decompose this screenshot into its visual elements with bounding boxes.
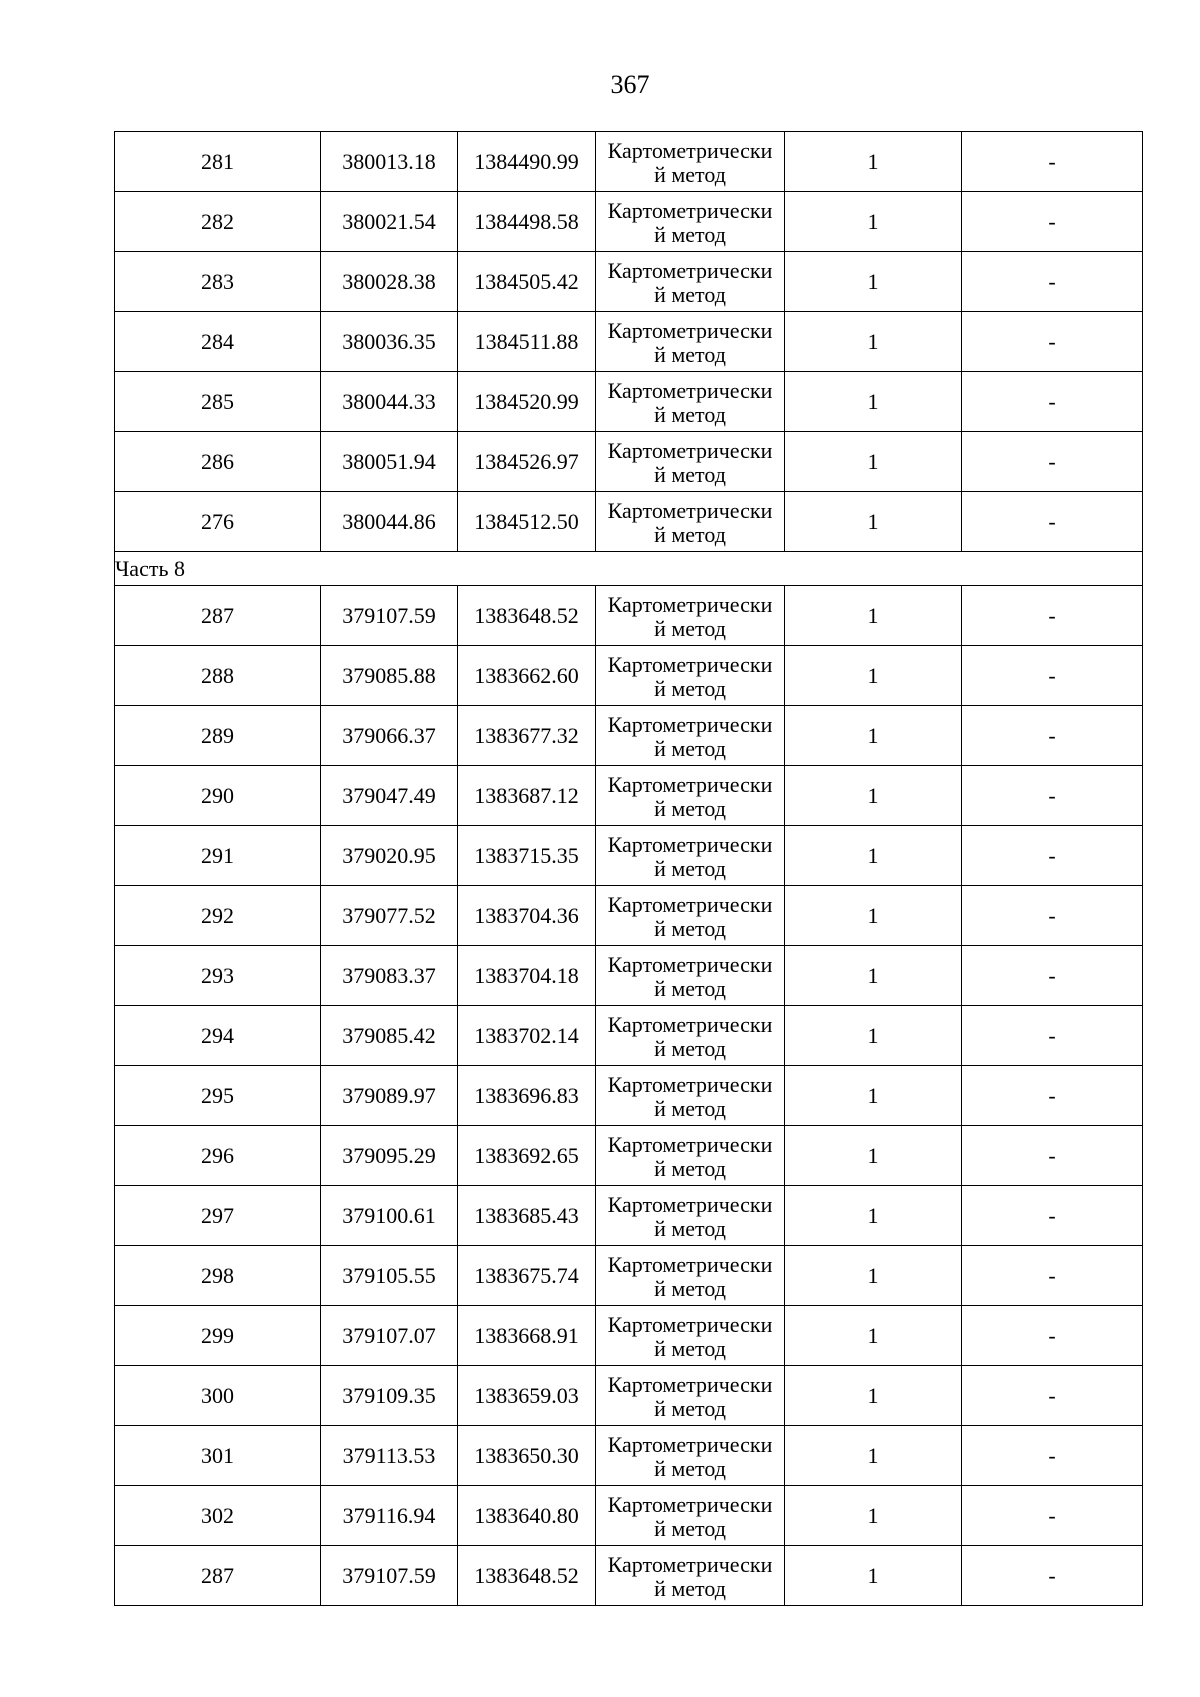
y-coordinate-cell: 1383715.35 — [458, 826, 596, 886]
method-label-line1: Картометрически — [607, 1311, 773, 1337]
table-row — [115, 1486, 1143, 1546]
method-label-line2: й метод — [654, 975, 726, 1001]
note-cell: - — [962, 1126, 1143, 1186]
accuracy-cell: 1 — [785, 1246, 962, 1306]
method-label-line2: й метод — [654, 795, 726, 821]
y-coordinate-cell: 1383640.80 — [458, 1486, 596, 1546]
x-coordinate-cell: 379107.59 — [321, 586, 458, 646]
note-cell: - — [962, 192, 1143, 252]
method-label-line1: Картометрически — [607, 651, 773, 677]
method-label-line1: Картометрически — [607, 1371, 773, 1397]
accuracy-cell: 1 — [785, 946, 962, 1006]
method-label-line2: й метод — [654, 675, 726, 701]
method-label-line1: Картометрически — [607, 497, 773, 523]
y-coordinate-cell: 1383704.36 — [458, 886, 596, 946]
y-coordinate-cell: 1383704.18 — [458, 946, 596, 1006]
method-label-line2: й метод — [654, 1155, 726, 1181]
method-label-line2: й метод — [654, 221, 726, 247]
method-label-line1: Картометрически — [607, 951, 773, 977]
note-cell: - — [962, 1246, 1143, 1306]
table-row — [115, 886, 1143, 946]
accuracy-cell: 1 — [785, 132, 962, 192]
y-coordinate-cell: 1383648.52 — [458, 1546, 596, 1606]
note-cell: - — [962, 1066, 1143, 1126]
accuracy-cell: 1 — [785, 1066, 962, 1126]
method-cell — [596, 1426, 785, 1486]
accuracy-cell: 1 — [785, 492, 962, 552]
table-row — [115, 432, 1143, 492]
method-label-line1: Картометрически — [607, 137, 773, 163]
method-label-line1: Картометрически — [607, 317, 773, 343]
method-cell — [596, 1246, 785, 1306]
method-cell — [596, 646, 785, 706]
table-row — [115, 492, 1143, 552]
y-coordinate-cell: 1383702.14 — [458, 1006, 596, 1066]
method-label-line2: й метод — [654, 1575, 726, 1601]
method-label-line1: Картометрически — [607, 1011, 773, 1037]
accuracy-cell: 1 — [785, 1306, 962, 1366]
note-cell: - — [962, 1006, 1143, 1066]
accuracy-cell: 1 — [785, 766, 962, 826]
accuracy-cell: 1 — [785, 1186, 962, 1246]
method-label-line2: й метод — [654, 1335, 726, 1361]
method-label-line2: й метод — [654, 341, 726, 367]
note-cell: - — [962, 646, 1143, 706]
method-label-line2: й метод — [654, 1455, 726, 1481]
note-cell: - — [962, 946, 1143, 1006]
table-row — [115, 372, 1143, 432]
point-number-cell: 302 — [115, 1486, 321, 1546]
table-row — [115, 1246, 1143, 1306]
y-coordinate-cell: 1384512.50 — [458, 492, 596, 552]
y-coordinate-cell: 1383648.52 — [458, 586, 596, 646]
y-coordinate-cell: 1383696.83 — [458, 1066, 596, 1126]
x-coordinate-cell: 379083.37 — [321, 946, 458, 1006]
method-label-line1: Картометрически — [607, 771, 773, 797]
method-cell — [596, 886, 785, 946]
y-coordinate-cell: 1384498.58 — [458, 192, 596, 252]
point-number-cell: 286 — [115, 432, 321, 492]
x-coordinate-cell: 379109.35 — [321, 1366, 458, 1426]
method-label-line1: Картометрически — [607, 1131, 773, 1157]
accuracy-cell: 1 — [785, 432, 962, 492]
accuracy-cell: 1 — [785, 192, 962, 252]
y-coordinate-cell: 1383685.43 — [458, 1186, 596, 1246]
method-label-line1: Картометрически — [607, 1191, 773, 1217]
x-coordinate-cell: 379066.37 — [321, 706, 458, 766]
method-label-line2: й метод — [654, 281, 726, 307]
point-number-cell: 281 — [115, 132, 321, 192]
method-label-line2: й метод — [654, 1215, 726, 1241]
table-row — [115, 1306, 1143, 1366]
y-coordinate-cell: 1384490.99 — [458, 132, 596, 192]
method-cell — [596, 586, 785, 646]
y-coordinate-cell: 1383692.65 — [458, 1126, 596, 1186]
y-coordinate-cell: 1383687.12 — [458, 766, 596, 826]
y-coordinate-cell: 1384520.99 — [458, 372, 596, 432]
point-number-cell: 290 — [115, 766, 321, 826]
y-coordinate-cell: 1383675.74 — [458, 1246, 596, 1306]
method-label-line2: й метод — [654, 735, 726, 761]
x-coordinate-cell: 379020.95 — [321, 826, 458, 886]
method-cell — [596, 766, 785, 826]
x-coordinate-cell: 379085.42 — [321, 1006, 458, 1066]
method-cell — [596, 192, 785, 252]
page-number: 367 — [610, 70, 650, 99]
table-row — [115, 826, 1143, 886]
y-coordinate-cell: 1384505.42 — [458, 252, 596, 312]
x-coordinate-cell: 380051.94 — [321, 432, 458, 492]
accuracy-cell: 1 — [785, 372, 962, 432]
table-row — [115, 1366, 1143, 1426]
table-row — [115, 312, 1143, 372]
note-cell: - — [962, 886, 1143, 946]
method-cell — [596, 492, 785, 552]
point-number-cell: 295 — [115, 1066, 321, 1126]
method-label-line2: й метод — [654, 1515, 726, 1541]
note-cell: - — [962, 1306, 1143, 1366]
point-number-cell: 288 — [115, 646, 321, 706]
method-cell — [596, 252, 785, 312]
table-row — [115, 946, 1143, 1006]
accuracy-cell: 1 — [785, 1126, 962, 1186]
method-label-line2: й метод — [654, 855, 726, 881]
x-coordinate-cell: 379047.49 — [321, 766, 458, 826]
accuracy-cell: 1 — [785, 826, 962, 886]
x-coordinate-cell: 379105.55 — [321, 1246, 458, 1306]
point-number-cell: 282 — [115, 192, 321, 252]
table-row — [115, 706, 1143, 766]
accuracy-cell: 1 — [785, 586, 962, 646]
method-cell — [596, 826, 785, 886]
method-cell — [596, 432, 785, 492]
x-coordinate-cell: 379107.07 — [321, 1306, 458, 1366]
point-number-cell: 297 — [115, 1186, 321, 1246]
note-cell: - — [962, 586, 1143, 646]
note-cell: - — [962, 766, 1143, 826]
x-coordinate-cell: 380028.38 — [321, 252, 458, 312]
table-row — [115, 586, 1143, 646]
y-coordinate-cell: 1383668.91 — [458, 1306, 596, 1366]
accuracy-cell: 1 — [785, 1486, 962, 1546]
y-coordinate-cell: 1383659.03 — [458, 1366, 596, 1426]
method-cell — [596, 706, 785, 766]
section-title: Часть 8 — [115, 552, 1143, 586]
method-cell — [596, 372, 785, 432]
note-cell: - — [962, 826, 1143, 886]
method-label-line2: й метод — [654, 521, 726, 547]
note-cell: - — [962, 252, 1143, 312]
method-cell — [596, 946, 785, 1006]
note-cell: - — [962, 132, 1143, 192]
accuracy-cell: 1 — [785, 1006, 962, 1066]
x-coordinate-cell: 379085.88 — [321, 646, 458, 706]
table-row — [115, 1006, 1143, 1066]
method-label-line2: й метод — [654, 1395, 726, 1421]
accuracy-cell: 1 — [785, 886, 962, 946]
point-number-cell: 284 — [115, 312, 321, 372]
method-label-line2: й метод — [654, 1275, 726, 1301]
point-number-cell: 289 — [115, 706, 321, 766]
point-number-cell: 294 — [115, 1006, 321, 1066]
method-label-line1: Картометрически — [607, 257, 773, 283]
note-cell: - — [962, 706, 1143, 766]
x-coordinate-cell: 379089.97 — [321, 1066, 458, 1126]
method-label-line2: й метод — [654, 161, 726, 187]
point-number-cell: 293 — [115, 946, 321, 1006]
table-row — [115, 252, 1143, 312]
point-number-cell: 283 — [115, 252, 321, 312]
y-coordinate-cell: 1383677.32 — [458, 706, 596, 766]
table-row — [115, 1546, 1143, 1606]
method-cell — [596, 1366, 785, 1426]
method-label-line2: й метод — [654, 1035, 726, 1061]
x-coordinate-cell: 380036.35 — [321, 312, 458, 372]
y-coordinate-cell: 1383662.60 — [458, 646, 596, 706]
accuracy-cell: 1 — [785, 312, 962, 372]
y-coordinate-cell: 1384511.88 — [458, 312, 596, 372]
note-cell: - — [962, 1186, 1143, 1246]
x-coordinate-cell: 379107.59 — [321, 1546, 458, 1606]
x-coordinate-cell: 380021.54 — [321, 192, 458, 252]
point-number-cell: 300 — [115, 1366, 321, 1426]
table-body — [115, 132, 1143, 1606]
point-number-cell: 301 — [115, 1426, 321, 1486]
method-label-line1: Картометрически — [607, 197, 773, 223]
method-cell — [596, 1486, 785, 1546]
method-cell — [596, 1126, 785, 1186]
method-label-line1: Картометрически — [607, 1551, 773, 1577]
method-cell — [596, 1006, 785, 1066]
table-row — [115, 766, 1143, 826]
accuracy-cell: 1 — [785, 252, 962, 312]
note-cell: - — [962, 1486, 1143, 1546]
method-label-line1: Картометрически — [607, 1071, 773, 1097]
x-coordinate-cell: 379116.94 — [321, 1486, 458, 1546]
coordinates-table — [114, 131, 1143, 1606]
section-header-row — [115, 552, 1143, 586]
x-coordinate-cell: 380044.86 — [321, 492, 458, 552]
table-row — [115, 1126, 1143, 1186]
point-number-cell: 296 — [115, 1126, 321, 1186]
accuracy-cell: 1 — [785, 706, 962, 766]
table-row — [115, 1186, 1143, 1246]
point-number-cell: 276 — [115, 492, 321, 552]
x-coordinate-cell: 379113.53 — [321, 1426, 458, 1486]
method-label-line1: Картометрически — [607, 711, 773, 737]
method-label-line1: Картометрически — [607, 1431, 773, 1457]
method-label-line1: Картометрически — [607, 1491, 773, 1517]
accuracy-cell: 1 — [785, 1366, 962, 1426]
note-cell: - — [962, 1426, 1143, 1486]
point-number-cell: 291 — [115, 826, 321, 886]
method-cell — [596, 1306, 785, 1366]
method-label-line1: Картометрически — [607, 437, 773, 463]
method-label-line2: й метод — [654, 615, 726, 641]
note-cell: - — [962, 372, 1143, 432]
x-coordinate-cell: 380044.33 — [321, 372, 458, 432]
x-coordinate-cell: 380013.18 — [321, 132, 458, 192]
y-coordinate-cell: 1384526.97 — [458, 432, 596, 492]
method-label-line1: Картометрически — [607, 891, 773, 917]
accuracy-cell: 1 — [785, 1426, 962, 1486]
table-row — [115, 132, 1143, 192]
note-cell: - — [962, 492, 1143, 552]
table-row — [115, 1066, 1143, 1126]
method-label-line2: й метод — [654, 1095, 726, 1121]
point-number-cell: 298 — [115, 1246, 321, 1306]
table-row — [115, 1426, 1143, 1486]
method-label-line1: Картометрически — [607, 591, 773, 617]
note-cell: - — [962, 432, 1143, 492]
point-number-cell: 287 — [115, 1546, 321, 1606]
method-label-line1: Картометрически — [607, 1251, 773, 1277]
method-label-line2: й метод — [654, 401, 726, 427]
point-number-cell: 285 — [115, 372, 321, 432]
method-cell — [596, 132, 785, 192]
table-row — [115, 192, 1143, 252]
accuracy-cell: 1 — [785, 1546, 962, 1606]
method-cell — [596, 1546, 785, 1606]
accuracy-cell: 1 — [785, 646, 962, 706]
x-coordinate-cell: 379100.61 — [321, 1186, 458, 1246]
x-coordinate-cell: 379077.52 — [321, 886, 458, 946]
method-label-line2: й метод — [654, 461, 726, 487]
table-row — [115, 646, 1143, 706]
method-cell — [596, 1066, 785, 1126]
note-cell: - — [962, 1366, 1143, 1426]
x-coordinate-cell: 379095.29 — [321, 1126, 458, 1186]
point-number-cell: 287 — [115, 586, 321, 646]
note-cell: - — [962, 312, 1143, 372]
method-label-line1: Картометрически — [607, 377, 773, 403]
method-label-line2: й метод — [654, 915, 726, 941]
point-number-cell: 299 — [115, 1306, 321, 1366]
note-cell: - — [962, 1546, 1143, 1606]
y-coordinate-cell: 1383650.30 — [458, 1426, 596, 1486]
point-number-cell: 292 — [115, 886, 321, 946]
method-label-line1: Картометрически — [607, 831, 773, 857]
method-cell — [596, 1186, 785, 1246]
method-cell — [596, 312, 785, 372]
